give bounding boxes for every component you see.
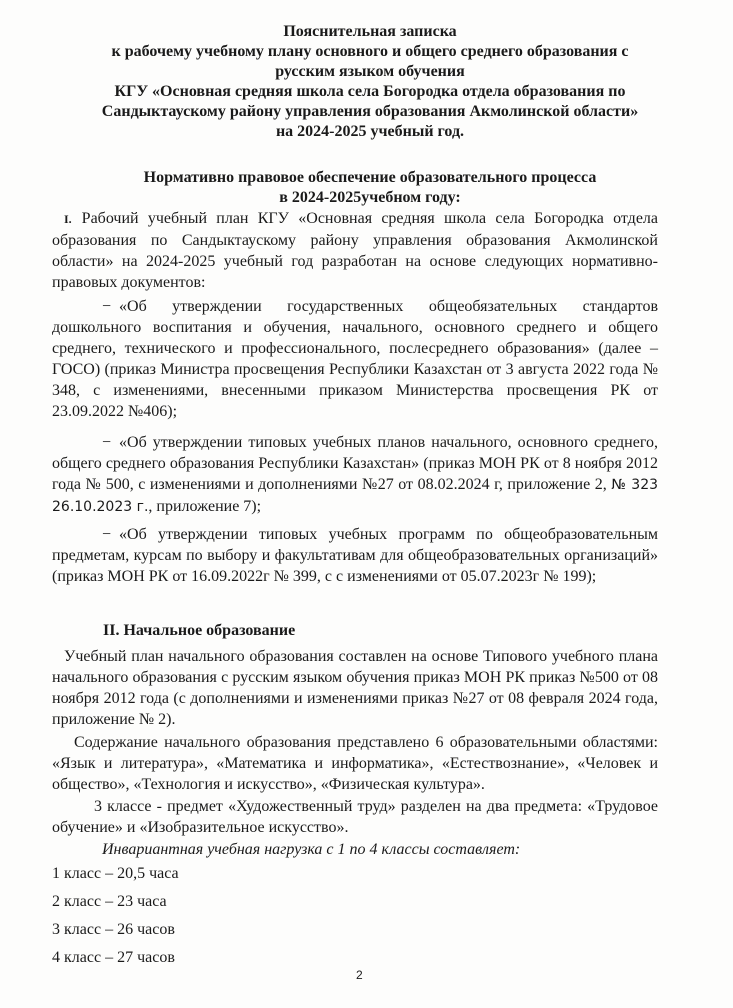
header-line: к рабочему учебному плану основного и общего среднего образования с xyxy=(111,43,629,60)
dash-icon: − xyxy=(102,526,112,543)
grade-load: 2 класс – 23 часа xyxy=(52,893,167,910)
regulation-text: «Об утверждении типовых учебных программ по общеобразовательным предметам, курсам по выбору и факультативам для общеобразовательных организаций» (приказ МОН РК от 16.09.2022г № 399, с с изменениями от 05.07.2023г № 199); xyxy=(52,526,658,585)
grade-load: 3 класс – 26 часов xyxy=(52,921,175,938)
grade-load: 1 класс – 20,5 часа xyxy=(52,865,179,882)
regulation-item-3 xyxy=(52,524,658,587)
regulation-text: , приложение 7); xyxy=(148,498,262,515)
header-line: на 2024-2025 учебный год. xyxy=(275,123,465,140)
header-line: КГУ «Основная средняя школа села Богородка отдела образования по xyxy=(114,83,626,100)
header-line: русским языком обучения xyxy=(275,63,465,80)
intro-text: Рабочий учебный план КГУ «Основная средняя школа села Богородка отдела образования по Сандыктаускому району управления образования Акмолинской области» на 2024-2025 учебный год разработан на основе следующих нормативно- правовых документов: xyxy=(52,210,658,291)
regulation-text: «Об утверждении государственных общеобязательных стандартов дошкольного воспитания и обучения, начального, основного среднего и общего среднего, технического и профессионального, послесреднего образования» (далее – ГОСО) (приказ Министра просвещения Республики Казахстан от 3 августа 2022 года № 348, с изменениями, внесенными приказом Министерства просвещения РК от 23.09.2022 №406); xyxy=(52,298,658,420)
dash-icon: − xyxy=(102,298,112,315)
section-1-title: Нормативно правовое обеспечение образовательного процесса xyxy=(143,169,597,186)
dash-icon: − xyxy=(102,434,112,451)
section-2-title: II. Начальное образование xyxy=(103,622,296,639)
load-title: Инвариантная учебная нагрузка с 1 по 4 классы составляет: xyxy=(102,841,521,858)
section-1-subtitle: в 2024-2025учебном году: xyxy=(279,189,461,206)
section-2-para-3: 3 классе - предмет «Художественный труд» разделен на два предмета: «Трудовое обучение» и «Изобразительное искусство». xyxy=(52,798,658,836)
grade-load: 4 класс – 27 часов xyxy=(52,949,175,966)
section-1-heading xyxy=(90,168,650,208)
section-1-intro xyxy=(52,208,658,293)
document-header xyxy=(40,22,700,142)
page-number: 2 xyxy=(356,968,363,982)
regulation-item-1 xyxy=(52,296,658,422)
section-2-para-1: Учебный план начального образования составлен на основе Типового учебного плана начального образования с русским языком обучения приказ МОН РК приказ №500 от 08 ноября 2012 года (с дополнениями и изменениями приказ №27 от 08 февраля 2024 года, приложение № 2). xyxy=(52,648,658,728)
header-title: Пояснительная записка xyxy=(283,23,457,40)
regulation-text: «Об утверждении типовых учебных планов начального, основного среднего, общего среднего образования Республики Казахстан» (приказ МОН РК от 8 ноября 2012 года № 500, с изменениями и дополнениями №27 от 08.02.2024 г, приложение 2, xyxy=(52,434,658,493)
regulation-item-2 xyxy=(52,432,658,518)
regulation-ref: № 323 26.10.2023 г. xyxy=(52,477,659,515)
section-2-para-2: Содержание начального образования представлено 6 образовательными областями: «Язык и литература», «Математика и информатика», «Естествознание», «Человек и общество», «Технология и искусство», «Физическая культура». xyxy=(52,734,658,793)
section-number: I. xyxy=(64,212,72,226)
header-line: Сандыктаускому району управления образования Акмолинской области» xyxy=(101,103,639,120)
